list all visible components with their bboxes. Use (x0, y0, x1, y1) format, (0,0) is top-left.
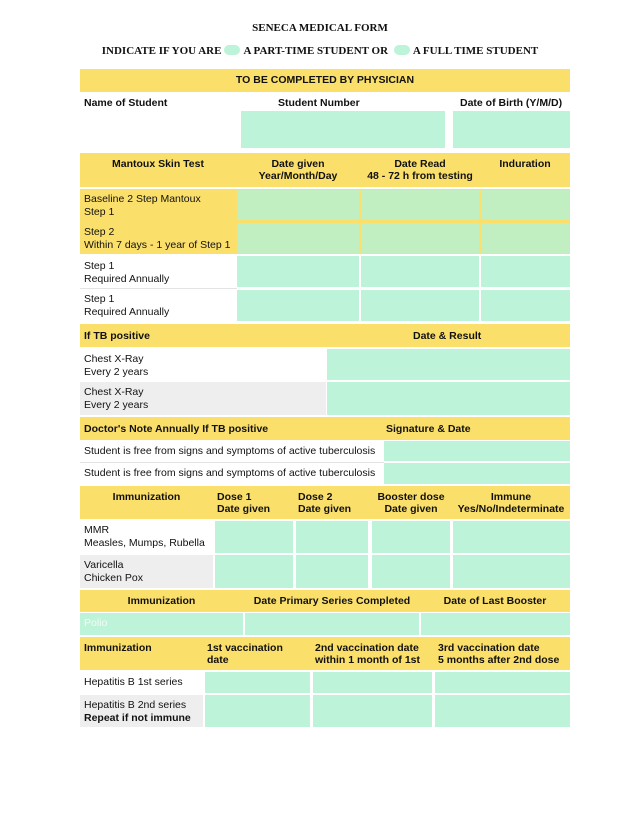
student-type-line (0, 45, 640, 57)
hep-row-2-label: Hepatitis B 2nd series Repeat if not immune (84, 699, 191, 724)
signature-header: Signature & Date (386, 423, 471, 435)
mmr-booster[interactable] (372, 521, 450, 553)
imm2-col-immunization: Immunization (127, 595, 196, 607)
mantoux-col-date-read: Date Read 48 - 72 h from testing (367, 158, 473, 182)
imm-col-immune: Immune Yes/No/Indeterminate (457, 491, 565, 515)
mmr-dose1[interactable] (215, 521, 293, 553)
student-number-label: Student Number (278, 97, 360, 109)
mantoux-row-4-induration[interactable] (481, 290, 570, 321)
student-number-field[interactable] (241, 111, 445, 148)
dob-label: Date of Birth (Y/M/D) (460, 97, 563, 109)
mmr-immune[interactable] (453, 521, 570, 553)
mantoux-row-3-date-read[interactable] (361, 256, 479, 287)
imm2-col-booster: Date of Last Booster (443, 595, 547, 607)
mantoux-row-1-date-read[interactable] (361, 190, 479, 220)
mantoux-row-2-induration[interactable] (481, 223, 570, 253)
imm-col-immunization: Immunization (112, 491, 181, 503)
polio-label: Polio (84, 617, 108, 629)
hep2-third-date[interactable] (435, 695, 570, 727)
hep-col-first: 1st vaccination date (207, 642, 283, 666)
name-label: Name of Student (84, 97, 168, 109)
imm-col-booster: Booster dose Date given (377, 491, 445, 515)
full-time-checkbox[interactable] (394, 45, 410, 55)
mantoux-row-2-date-given[interactable] (237, 223, 359, 253)
hep-col-third: 3rd vaccination date 5 months after 2nd dose (438, 642, 560, 666)
mmr-dose2[interactable] (296, 521, 368, 553)
imm-row-mmr-label: MMR Measles, Mumps, Rubella (84, 524, 205, 549)
hep2-second-date[interactable] (313, 695, 432, 727)
mantoux-row-4-label: Step 1 Required Annually (84, 293, 170, 318)
varicella-immune[interactable] (453, 555, 570, 588)
mantoux-row-2-label: Step 2 Within 7 days - 1 year of Step 1 (84, 226, 231, 251)
varicella-booster[interactable] (372, 555, 450, 588)
dob-field[interactable] (453, 111, 570, 148)
tb-row-1-result[interactable] (327, 349, 570, 380)
tb-header-bar (80, 324, 570, 347)
doctor-note-header: Doctor's Note Annually If TB positive (84, 423, 269, 435)
mantoux-row-3-date-given[interactable] (237, 256, 359, 287)
tb-row-1-label: Chest X-Ray Every 2 years (84, 353, 149, 378)
hep-col-immunization: Immunization (84, 642, 152, 654)
imm-row-varicella-label: Varicella Chicken Pox (84, 559, 143, 584)
doctor-note-row-2: Student is free from signs and symptoms of active tuberculosis (84, 467, 376, 479)
divider (80, 462, 384, 463)
part-time-checkbox[interactable] (224, 45, 240, 55)
hep-row-1-label: Hepatitis B 1st series (84, 676, 183, 688)
tb-header: If TB positive (84, 330, 150, 342)
polio-primary-date[interactable] (245, 613, 419, 635)
mantoux-row-1-label: Baseline 2 Step Mantoux Step 1 (84, 193, 201, 218)
physician-header: TO BE COMPLETED BY PHYSICIAN (80, 69, 570, 92)
tb-row-2-result[interactable] (327, 382, 570, 415)
hep2-first-date[interactable] (205, 695, 310, 727)
varicella-dose2[interactable] (296, 555, 368, 588)
imm-col-dose2: Dose 2 Date given (298, 491, 352, 515)
hep1-first-date[interactable] (205, 672, 310, 693)
polio-booster-date[interactable] (421, 613, 570, 635)
mantoux-row-4-date-read[interactable] (361, 290, 479, 321)
mantoux-row-2-date-read[interactable] (361, 223, 479, 253)
mantoux-col-induration: Induration (499, 158, 551, 170)
indicate-prefix: INDICATE IF YOU ARE (101, 45, 222, 57)
hep-col-second: 2nd vaccination date within 1 month of 1st (315, 642, 420, 666)
full-time-label: A FULL TIME STUDENT (412, 45, 539, 57)
doctor-note-row-1: Student is free from signs and symptoms of active tuberculosis (84, 445, 376, 457)
mantoux-col-test: Mantoux Skin Test (112, 158, 204, 170)
tb-row-2-label: Chest X-Ray Every 2 years (84, 386, 149, 411)
part-time-label: A PART-TIME STUDENT OR (243, 45, 389, 57)
hep1-third-date[interactable] (435, 672, 570, 693)
mantoux-col-date-given: Date given Year/Month/Day (258, 158, 338, 182)
tb-result-header: Date & Result (413, 330, 482, 342)
mantoux-row-3-label: Step 1 Required Annually (84, 260, 170, 285)
varicella-dose1[interactable] (215, 555, 293, 588)
mantoux-row-1-induration[interactable] (481, 190, 570, 220)
mantoux-row-1-date-given[interactable] (237, 190, 359, 220)
hep1-second-date[interactable] (313, 672, 432, 693)
mantoux-row-3-induration[interactable] (481, 256, 570, 287)
imm2-col-primary: Date Primary Series Completed (253, 595, 411, 607)
mantoux-row-4-date-given[interactable] (237, 290, 359, 321)
signature-field-2[interactable] (384, 463, 570, 484)
form-title: SENECA MEDICAL FORM (252, 22, 388, 34)
signature-field-1[interactable] (384, 441, 570, 461)
imm-col-dose1: Dose 1 Date given (217, 491, 271, 515)
